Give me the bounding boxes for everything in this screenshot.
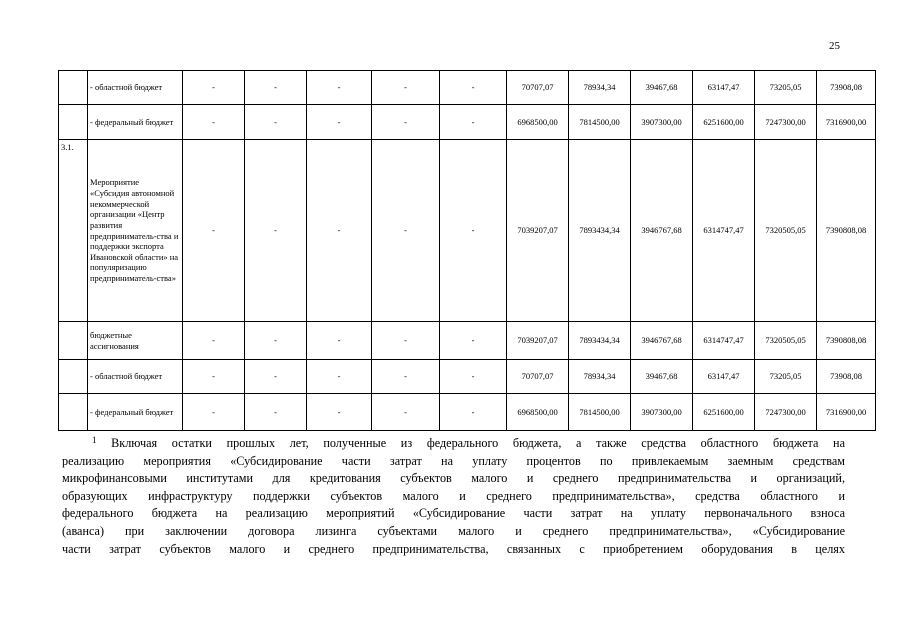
empty-value-cell: - [440,105,507,140]
empty-value-cell: - [440,322,507,360]
empty-value-cell: - [372,322,440,360]
table-row [59,360,876,394]
value-cell: 7893434,34 [569,322,631,360]
value-cell: 70707,07 [507,71,569,105]
row-label-cell: - федеральный бюджет [88,394,183,431]
table-row [59,140,876,322]
value-cell: 6314747,47 [693,322,755,360]
table-row [59,105,876,140]
row-number-cell [59,322,88,360]
value-cell: 6251600,00 [693,394,755,431]
empty-value-cell: - [245,360,307,394]
table-row [59,71,876,105]
empty-value-cell: - [307,322,372,360]
row-label-cell: - областной бюджет [88,360,183,394]
value-cell: 39467,68 [631,71,693,105]
value-cell: 3946767,68 [631,322,693,360]
value-cell: 6968500,00 [507,105,569,140]
row-number-cell [59,105,88,140]
value-cell: 3946767,68 [631,140,693,322]
footnote-line: $^1$ Включая остатки прошлых лет, полученные из федерального бюджета, а также средства областного бюджета на [92,435,845,450]
table-row [59,394,876,431]
empty-value-cell: - [245,105,307,140]
footnote-line: реализацию мероприятия «Субсидирование части затрат на уплату процентов по привлекаемым заемным средствам [62,453,845,468]
value-cell: 73205,05 [755,71,817,105]
empty-value-cell: - [372,105,440,140]
value-cell: 63147,47 [693,360,755,394]
value-cell: 7316900,00 [817,394,876,431]
empty-value-cell: - [183,71,245,105]
value-cell: 7247300,00 [755,394,817,431]
row-number-cell [59,360,88,394]
value-cell: 63147,47 [693,71,755,105]
value-cell: 6314747,47 [693,140,755,322]
empty-value-cell: - [372,71,440,105]
row-number-cell [59,71,88,105]
row-label-cell: Мероприятие «Субсидия автономной некоммерческой организации «Центр развития предприниматель-ства и поддержки экспорта Ивановской области» на популяризацию предприниматель-ства» [88,140,183,322]
empty-value-cell: - [183,360,245,394]
empty-value-cell: - [245,140,307,322]
value-cell: 7814500,00 [569,394,631,431]
table-row [59,322,876,360]
value-cell: 7320505,05 [755,322,817,360]
value-cell: 6251600,00 [693,105,755,140]
empty-value-cell: - [440,140,507,322]
empty-value-cell: - [307,394,372,431]
value-cell: 3907300,00 [631,394,693,431]
value-cell: 7316900,00 [817,105,876,140]
budget-table [58,70,876,431]
empty-value-cell: - [372,394,440,431]
empty-value-cell: - [245,71,307,105]
empty-value-cell: - [307,105,372,140]
value-cell: 39467,68 [631,360,693,394]
empty-value-cell: - [372,360,440,394]
empty-value-cell: - [307,360,372,394]
footnote-line: микрофинансовыми институтами для кредитования субъектов малого и среднего предпринимательства и организаций, [62,471,845,486]
value-cell: 78934,34 [569,71,631,105]
footnote [62,435,845,558]
empty-value-cell: - [183,140,245,322]
row-label-cell: - областной бюджет [88,71,183,105]
value-cell: 7814500,00 [569,105,631,140]
value-cell: 6968500,00 [507,394,569,431]
empty-value-cell: - [245,322,307,360]
value-cell: 73205,05 [755,360,817,394]
empty-value-cell: - [307,140,372,322]
value-cell: 7320505,05 [755,140,817,322]
footnote-marker: 1 [92,435,97,445]
footnote-line: части затрат субъектов малого и среднего предпринимательства, связанных с приобретением оборудования в целях [62,541,845,556]
value-cell: 7039207,07 [507,322,569,360]
footnote-line: образующих инфраструктуру поддержки субъектов малого и среднего предпринимательства», средства областного и [62,488,845,503]
row-number-cell [59,394,88,431]
value-cell: 7039207,07 [507,140,569,322]
empty-value-cell: - [307,71,372,105]
empty-value-cell: - [440,360,507,394]
row-label-cell: бюджетные ассигнования [88,322,183,360]
value-cell: 70707,07 [507,360,569,394]
empty-value-cell: - [183,394,245,431]
empty-value-cell: - [183,322,245,360]
value-cell: 7247300,00 [755,105,817,140]
row-number-cell: 3.1. [59,140,88,322]
empty-value-cell: - [440,71,507,105]
empty-value-cell: - [372,140,440,322]
footnote-line: (аванса) при заключении договора лизинга субъектами малого и среднего предпринимательства», «Субсидирование [62,523,845,538]
value-cell: 78934,34 [569,360,631,394]
value-cell: 7893434,34 [569,140,631,322]
empty-value-cell: - [245,394,307,431]
value-cell: 73908,08 [817,71,876,105]
empty-value-cell: - [183,105,245,140]
empty-value-cell: - [440,394,507,431]
value-cell: 7390808,08 [817,322,876,360]
row-label-cell: - федеральный бюджет [88,105,183,140]
value-cell: 73908,08 [817,360,876,394]
value-cell: 3907300,00 [631,105,693,140]
value-cell: 7390808,08 [817,140,876,322]
footnote-line: федерального бюджета на реализацию мероприятий «Субсидирование части затрат на уплату первоначального взноса [62,506,845,521]
page-number: 25 [829,40,840,52]
